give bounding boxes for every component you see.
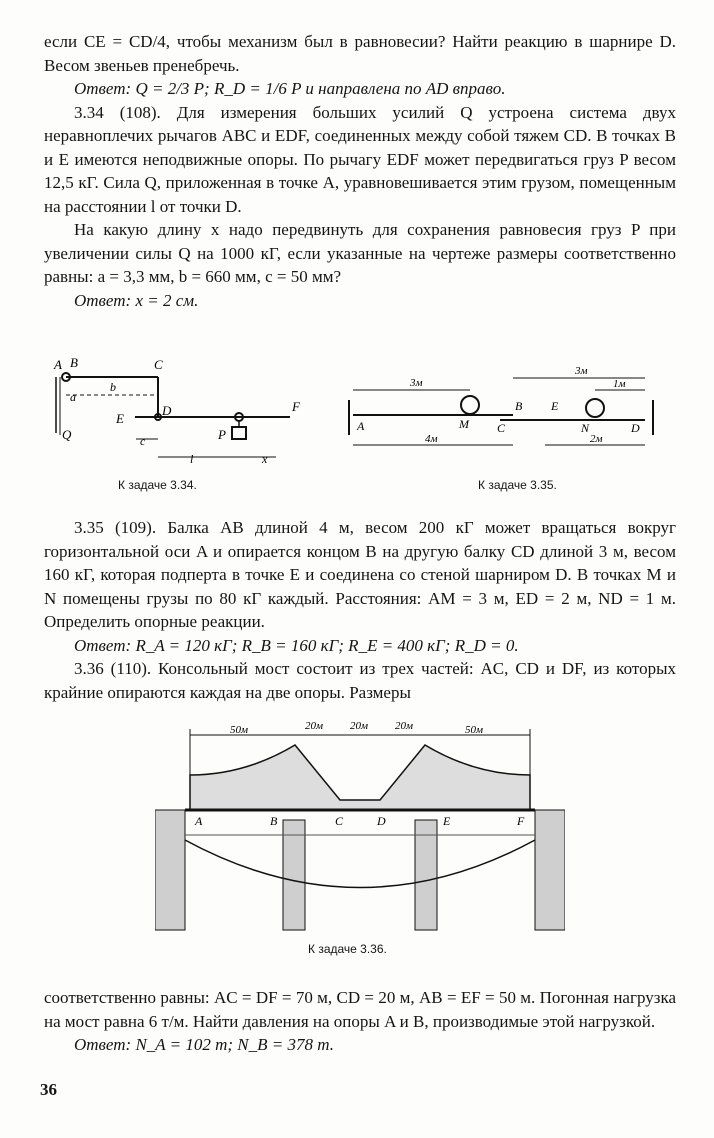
label-D: D bbox=[377, 814, 386, 828]
label-b: b bbox=[110, 380, 116, 394]
paragraph-continuation: если CE = CD/4, чтобы механизм был в равновесии? Найти реакцию в шарнире D. Весом звеньев пренебречь. bbox=[44, 32, 676, 75]
text-block-middle bbox=[44, 516, 676, 704]
label-A: A bbox=[54, 357, 62, 372]
dim-3m-2: 3м bbox=[575, 365, 588, 377]
dim-4m: 4м bbox=[425, 433, 438, 445]
dim-1m: 1м bbox=[613, 378, 626, 390]
figure-3-36 bbox=[155, 715, 565, 935]
dim-20m-1: 20м bbox=[305, 720, 324, 732]
label-M: M bbox=[459, 417, 469, 431]
problem-3-35-text: 3.35 (109). Балка AB длиной 4 м, весом 200 кГ может вращаться вокруг горизонтальной оси A и опирается концом B на другую балку CD длиной 3 м, весом 160 кГ, которая подперта в точке E и соединена со стеной шарниром D. В точках M и N помещены грузы по 80 кГ каждый. Расстояния: AM = 3 м, ED = 2 м, ND = 1 м. Определить опорные реакции. bbox=[44, 518, 676, 631]
label-l: l bbox=[190, 452, 194, 466]
label-A: A bbox=[357, 419, 365, 433]
problem-3-34-text: 3.34 (108). Для измерения больших усилий Q устроена система двух неравноплечих рычагов ABC и EDF, соединенных между собой тяжем CD. В точках B и E имеются неподвижные опоры. По рычагу EDF может передвигаться груз P весом 12,5 кГ. Сила Q, приложенная в точке A, уравновешивается этим грузом, помещенным на расстоянии l от точки D. bbox=[44, 102, 676, 216]
answer-3-35: Ответ: R_A = 120 кГ; R_B = 160 кГ; R_E = 400 кГ; R_D = 0. bbox=[74, 635, 519, 655]
dim-20m-3: 20м bbox=[395, 720, 414, 732]
text-block-bottom bbox=[44, 986, 676, 1057]
answer-3-36: Ответ: N_A = 102 т; N_B = 378 т. bbox=[74, 1035, 334, 1054]
label-Q: Q bbox=[62, 427, 72, 442]
figure-3-35 bbox=[335, 360, 675, 460]
label-F: F bbox=[517, 814, 525, 828]
label-B: B bbox=[515, 399, 523, 413]
label-P: P bbox=[218, 427, 226, 442]
label-D: D bbox=[162, 403, 172, 418]
dim-2m: 2м bbox=[590, 433, 603, 445]
label-E: E bbox=[551, 399, 559, 413]
caption-3-36: К задаче 3.36. bbox=[308, 942, 387, 956]
label-N: N bbox=[581, 421, 590, 435]
problem-3-34-question: На какую длину x надо передвинуть для сохранения равновесия груз P при увеличении силы Q на 1000 кГ, если указанные на чертеже размеры соответственно равны: a = 3,3 мм, b = 660 мм, c = 50 мм? bbox=[44, 220, 676, 286]
label-A: A bbox=[195, 814, 203, 828]
caption-3-34: К задаче 3.34. bbox=[118, 478, 197, 492]
dim-50m-right: 50м bbox=[465, 724, 484, 736]
answer-3-34: Ответ: x = 2 см. bbox=[74, 290, 199, 310]
problem-3-36-text: 3.36 (110). Консольный мост состоит из трех частей: AC, CD и DF, из которых крайние опираются каждая на две опоры. Размеры bbox=[44, 659, 676, 702]
label-D: D bbox=[631, 421, 640, 435]
label-C: C bbox=[497, 421, 506, 435]
label-B: B bbox=[270, 814, 278, 828]
label-a: a bbox=[70, 390, 76, 404]
label-F: F bbox=[292, 399, 300, 414]
label-B: B bbox=[70, 355, 78, 370]
dim-3m-1: 3м bbox=[410, 377, 423, 389]
label-x: x bbox=[262, 452, 268, 466]
dim-50m-left: 50м bbox=[230, 724, 249, 736]
figure-3-34 bbox=[40, 355, 310, 475]
text-block-top bbox=[44, 30, 676, 312]
dim-20m-2: 20м bbox=[350, 720, 369, 732]
caption-3-35: К задаче 3.35. bbox=[478, 478, 557, 492]
page-number: 36 bbox=[40, 1080, 57, 1099]
label-c: c bbox=[140, 434, 146, 448]
problem-3-36-continuation: соответственно равны: AC = DF = 70 м, CD = 20 м, AB = EF = 50 м. Погонная нагрузка на мост равна 6 т/м. Найти давления на опоры A и B, производимые этой нагрузкой. bbox=[44, 988, 676, 1031]
label-C: C bbox=[154, 357, 163, 372]
label-E: E bbox=[443, 814, 451, 828]
label-E: E bbox=[116, 411, 124, 426]
answer-3-33: Ответ: Q = 2/3 P; R_D = 1/6 P и направлена по AD вправо. bbox=[74, 79, 506, 98]
label-C: C bbox=[335, 814, 344, 828]
